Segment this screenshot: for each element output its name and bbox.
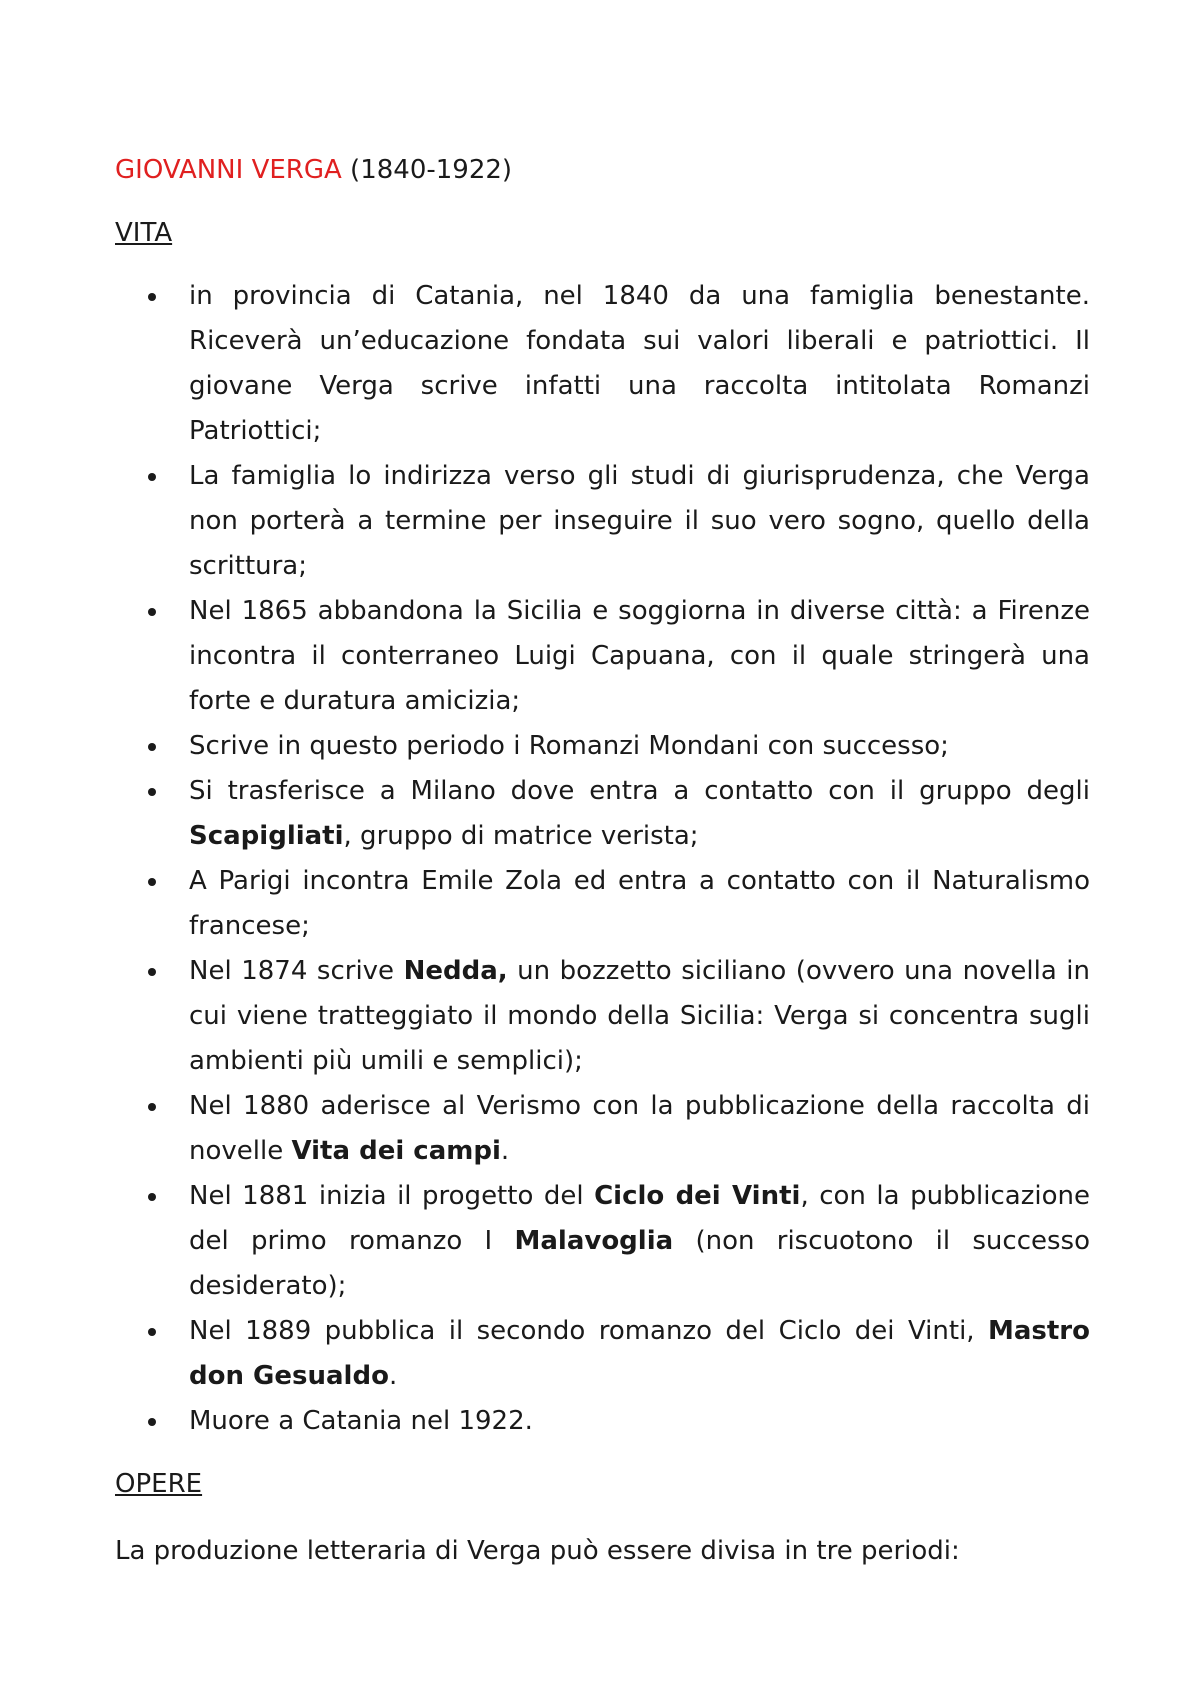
bullet-icon	[148, 1193, 156, 1201]
list-item: Si trasferisce a Milano dove entra a contatto con il gruppo degli Scapigliati, gruppo di matrice verista;	[115, 769, 1090, 859]
bullet-icon	[148, 968, 156, 976]
document-page	[115, 148, 1090, 1574]
list-item: Nel 1889 pubblica il secondo romanzo del Ciclo dei Vinti, Mastro don Gesualdo.	[115, 1309, 1090, 1399]
bullet-icon	[148, 473, 156, 481]
intro-paragraph: La produzione letteraria di Verga può essere divisa in tre periodi:	[115, 1536, 960, 1566]
list-item: A Parigi incontra Emile Zola ed entra a contatto con il Naturalismo francese;	[115, 859, 1090, 949]
document-title	[115, 148, 1090, 193]
bullet-icon	[148, 608, 156, 616]
list-item: Nel 1881 inizia il progetto del Ciclo dei Vinti, con la pubblicazione del primo romanzo I Malavoglia (non riscuotono il successo desiderato);	[115, 1174, 1090, 1309]
bullet-icon	[148, 293, 156, 301]
list-item: in provincia di Catania, nel 1840 da una famiglia benestante. Riceverà un’educazione fondata sui valori liberali e patriottici. Il giovane Verga scrive infatti una raccolta intitolata Romanzi Patriottici;	[115, 274, 1090, 454]
list-item: Muore a Catania nel 1922.	[115, 1399, 1090, 1444]
section-heading-opere: OPERE	[115, 1469, 203, 1499]
list-item: La famiglia lo indirizza verso gli studi di giurisprudenza, che Verga non porterà a termine per inseguire il suo vero sogno, quello della scrittura;	[115, 454, 1090, 589]
bullet-icon	[148, 1103, 156, 1111]
bullet-icon	[148, 878, 156, 886]
section-heading-vita: VITA	[115, 218, 173, 248]
bullet-icon	[148, 1328, 156, 1336]
bullet-icon	[148, 743, 156, 751]
bullet-icon	[148, 788, 156, 796]
title-years: (1840-1922)	[341, 155, 513, 185]
list-item: Nel 1865 abbandona la Sicilia e soggiorna in diverse città: a Firenze incontra il conterraneo Luigi Capuana, con il quale stringerà una forte e duratura amicizia;	[115, 589, 1090, 724]
vita-list	[115, 274, 1090, 1444]
title-name: GIOVANNI VERGA	[115, 155, 342, 185]
bullet-icon	[148, 1418, 156, 1426]
list-item: Nel 1874 scrive Nedda, un bozzetto siciliano (ovvero una novella in cui viene tratteggiato il mondo della Sicilia: Verga si concentra sugli ambienti più umili e semplici);	[115, 949, 1090, 1084]
list-item: Nel 1880 aderisce al Verismo con la pubblicazione della raccolta di novelle Vita dei campi.	[115, 1084, 1090, 1174]
list-item: Scrive in questo periodo i Romanzi Mondani con successo;	[115, 724, 1090, 769]
